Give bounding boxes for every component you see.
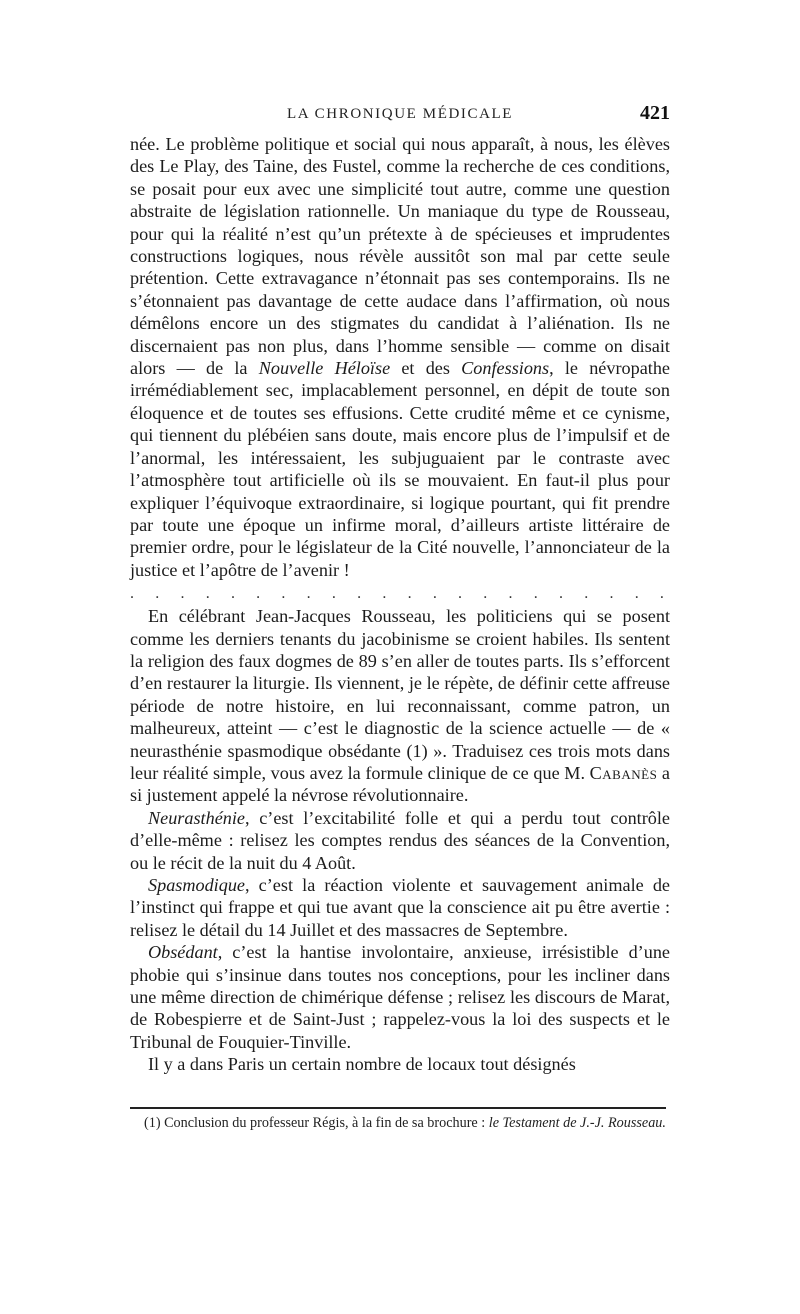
paragraph-text: et des: [390, 358, 462, 379]
separator-dot: .: [306, 585, 311, 603]
running-title: LA CHRONIQUE MÉDICALE: [286, 106, 514, 122]
body-text: [130, 133, 670, 1076]
separator-dot: .: [180, 585, 185, 603]
separator-dot: .: [256, 585, 261, 603]
defined-term: Obsédant: [148, 942, 218, 963]
paragraph-text: , c’est la hantise involontaire, anxieuse, irrésistible d’une phobie qui s’insinue dans toutes nos conceptions, pour les incliner dans une même direction de chimérique défense ; relisez les discours de Marat, de Robespierre et de Saint-Just ; rappelez-vous la loi des suspects et le Tribunal de Fouquier-Tinville.: [130, 942, 670, 1052]
separator-dot: .: [458, 585, 463, 603]
paragraph-text: En célébrant Jean-Jacques Rousseau, les politiciens qui se posent comme les derniers tenants du jacobinisme se croient habiles. Ils sentent la religion des faux dogmes de 89 s’en aller de toutes parts. Ils s’efforcent d’en restaurer la liturgie. Ils viennent, je le répète, de définir cette affreuse période de notre histoire, en lui reconnaissant, comme patron, un malheureux, atteint — c’est le diagnostic de la science actuelle — de « neurasthénie spasmodique obsédante (1) ». Traduisez ces trois mots dans leur réalité simple, vous avez la formule clinique de ce que M.: [130, 606, 670, 783]
paragraph-text: , c’est l’excitabilité folle et qui a perdu tout contrôle d’elle-même : relisez les comptes rendus des séances de la Convention, ou le récit de la nuit du 4 Août.: [130, 807, 670, 873]
paragraph: [130, 133, 670, 581]
separator-dot: .: [281, 585, 286, 603]
footnote: [130, 1114, 670, 1133]
footnote-text: (1) Conclusion du professeur Régis, à la fin de sa brochure :: [144, 1115, 489, 1131]
footnote-work-title: le Testament de J.-J. Rousseau.: [488, 1115, 666, 1131]
work-title: Nouvelle Héloïse: [258, 358, 391, 379]
separator-dot: .: [584, 585, 589, 603]
separator-dot: .: [432, 585, 437, 603]
separator-dot: .: [130, 585, 134, 603]
paragraph: [130, 1053, 670, 1075]
separator-dot: .: [558, 585, 563, 603]
page-number: 421: [640, 102, 670, 124]
paragraph-text: Il y a dans Paris un certain nombre de locaux tout désignés: [148, 1054, 576, 1075]
section-separator: [130, 587, 670, 601]
separator-dot: .: [634, 585, 639, 603]
paragraph-text: , c’est la réaction violente et sauvagement animale de l’instinct qui frappe et qui tue avant que la conscience ait pu être avertie : relisez le détail du 14 Juillet et des massacres de Septembre.: [130, 875, 670, 940]
separator-dot: .: [533, 585, 538, 603]
separator-dot: .: [483, 585, 488, 603]
separator-dot: .: [205, 585, 210, 603]
separator-dot: .: [155, 585, 160, 603]
separator-dot: .: [407, 585, 412, 603]
defined-term: Neurasthénie: [148, 807, 245, 828]
paragraph-text: a si justement appelé la névrose révolutionnaire.: [130, 762, 671, 806]
paragraph-text: née. Le problème politique et social qui nous apparaît, à nous, les élèves des Le Play, des Taine, des Fustel, comme la recherche de ces conditions, se posait pour eux avec une simplicité tout autre, comme une question abstraite de législation rationnelle. Un maniaque du type de Rousseau, pour qui la réalité n’est qu’un prétexte à de spécieuses et imprudentes constructions logiques, nous révèle aussitôt son mal par cette seule prétention. Cette extravagance n’étonnait pas ses contemporains. Ils ne s’étonnaient pas davantage de cette audace dans l’affirmation, où nous démêlons encore un des stigmates du candidat à l’aliénation. Ils ne discernaient pas non plus, dans l’homme sensible — comme on disait alors — de la: [130, 134, 670, 379]
separator-dot: .: [508, 585, 513, 603]
author-name: Cabanès: [589, 762, 658, 783]
separator-dot: .: [609, 585, 614, 603]
paragraph-text: , le névropathe irrémédiablement sec, implacablement personnel, en dépit de toute son éloquence et de toutes ses effusions. Cette crudité même et ce cynisme, qui tiennent du plébéien sans doute, mais encore plus de l’impulsif et de l’anormal, les intéressaient, les subjuguaient par le contraste avec l’atmosphère tout artificielle où ils se mouvaient. En faut-il plus pour expliquer l’équivoque extraordinaire, si logique pourtant, qui fit prendre par toute une époque un infirme moral, d’ailleurs artiste littéraire de premier ordre, pour le législateur de la Cité nouvelle, l’annonciateur de la justice et l’apôtre de l’avenir !: [130, 358, 670, 580]
footnote-rule: [130, 1107, 666, 1109]
paragraph: [130, 941, 670, 1053]
separator-dot: .: [382, 585, 387, 603]
paragraph: [130, 605, 670, 807]
separator-dot: .: [357, 585, 362, 603]
defined-term: Spasmodique: [148, 875, 245, 895]
separator-dot: .: [659, 585, 664, 603]
running-head: [130, 104, 670, 130]
work-title: Confessions: [461, 358, 550, 379]
separator-dot: .: [230, 585, 235, 603]
footnote-paragraph: [130, 1114, 670, 1133]
paragraph: [130, 807, 670, 874]
separator-dot: .: [331, 585, 336, 603]
paragraph: [130, 874, 670, 941]
